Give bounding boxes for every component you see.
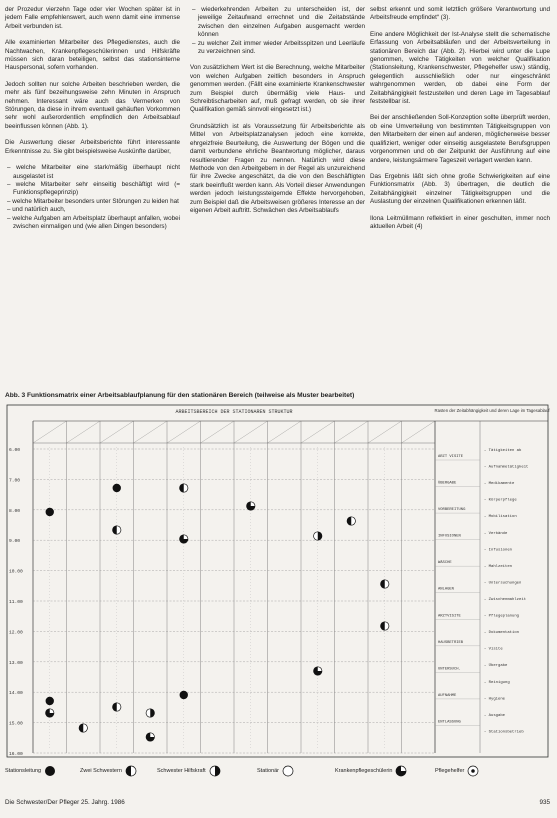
time-label: 15.00: [9, 721, 23, 727]
function-matrix-svg: [5, 403, 550, 761]
time-label: 7.00: [9, 478, 21, 484]
time-label: 11.00: [9, 600, 23, 605]
bullet-list: [190, 6, 365, 56]
legend-symbol: [467, 765, 479, 777]
task-note: – Pflegeplanung: [484, 614, 520, 619]
task-note: – Zwischenmahlzeit: [484, 598, 527, 602]
header-diagonal: [368, 421, 402, 443]
task-note: – Untersuchungen: [484, 581, 522, 586]
time-label: 10.00: [9, 569, 23, 575]
legend-symbol: [282, 765, 294, 777]
task-note: – Medikamente: [484, 482, 515, 487]
legend-item: [257, 765, 294, 777]
marker-full: [113, 484, 121, 492]
task-note: – Ausgabe: [484, 713, 506, 718]
legend-item: [157, 765, 221, 777]
matrix-frame: [7, 405, 548, 757]
paragraph: Jedoch sollten nur solche Arbeiten beschrieben werden, die mehr als fünf bezeihungsweise zehn Minuten in Anspruch nehmen. Interessant wäre auch das Vermerken von Störungen, da diese in ihrem eventuell gehäuften Vorkommen sehr wohl außerordentlich empfindlich den Arbeitsablauf beeinflussen können (Abb. 1).: [5, 80, 180, 130]
figure-caption: Abb. 3 Funktionsmatrix einer Arbeitsablaufplanung für den stationären Bereich (teilweise als Muster bearbeitet): [5, 392, 355, 399]
paragraph: der Prozedur vierzehn Tage oder vier Wochen später ist in jedem Falle empfehlenswert, auch wenn damit eine immense Arbeit verbunden ist.: [5, 6, 180, 30]
task-note: – Körperpflege: [484, 498, 517, 503]
paragraph: Eine andere Möglichkeit der Ist-Analyse stellt die schematische Erfassung von Arbeitsabläufen und der Arbeitsverteilung in stationären Bereich dar (Abb. 2). Hierbei wird unter die Lupe genommen, welche Tätigkeiten von welcher Qualifikation (Stationsleitung, Krankenschwester, Pflegehelfer usw.) ständig, gelegentlich ausschließlich oder nur eingeschränkt wahrgenommen werden, ob dabei eine Form der Zeitabhängigkeit festzustellen und deren Lage im Tagesablauf feststellbar ist.: [370, 30, 550, 106]
legend-label: Stationsleitung: [5, 768, 42, 774]
paragraph: Grundsätzlich ist als Voraussetzung für Arbeitsberichte als Mittel von Arbeitsplatzanalysen jedoch eine korrekte, ehrgeizfreie Beurteilung, die Auswertung der Bögen und die damit verbundene ehrliche Beantwortung möglicher, daraus resultierender Fragen zu nennen. Natürlich wird diese Methode von den Arbeitgebern in der Regel als unzureichend für ihre Zwecke angeschätzt, da die von den Beschäftigten stark beeinflußt werden kann. Als Vorteil dieser Anwendungen werden jedoch leistungssteigernde Effekte hervorgehoben, zum Beispiel daß die Arbeitsweisen größeres Interesse an der eigenen Arbeit auftritt. Schwächen des Arbeitsablaufs: [190, 122, 365, 214]
article-column-3: [370, 6, 550, 239]
marker-half: [126, 766, 131, 776]
journal-source: Die Schwester/Der Pfleger 25. Jahrg. 1986: [5, 799, 125, 806]
marker-half: [381, 580, 385, 588]
page-number: 935: [539, 799, 550, 806]
legend-label: Pflegehelfer: [435, 768, 465, 774]
marker-half: [113, 703, 117, 711]
task-note: – Dokumentation: [484, 631, 520, 636]
header-diagonal: [67, 421, 101, 443]
legend-symbol: [44, 765, 56, 777]
marker-empty: [283, 766, 293, 776]
marker-half: [215, 766, 220, 776]
marker-full: [180, 691, 188, 699]
list-item: – welche Mitarbeiter eine stark/mäßig überhaupt nicht ausgelastet ist: [13, 164, 180, 181]
task-note: – Mahlzeiten: [484, 564, 513, 569]
task-note: – Stationsbetrieb: [484, 730, 524, 735]
task-note: – Hygiene: [484, 697, 506, 702]
legend-label: Krankenpflegeschülerin: [335, 768, 393, 774]
task-note: – Reinigung: [484, 680, 510, 685]
list-item: – und natürlich auch,: [13, 206, 180, 214]
time-label: 12.00: [9, 630, 23, 636]
row-label: HAUSBETRIEB: [438, 640, 464, 645]
header-diagonal: [100, 421, 134, 443]
legend-symbol: [125, 765, 137, 777]
row-label: VORBEREITUNG: [438, 508, 466, 513]
header-diagonal: [335, 421, 369, 443]
legend-item: [435, 765, 479, 777]
paragraph: selbst erkennt und somit letztlich größere Verantwortung und Arbeitsfreude empfindet“ (3).: [370, 6, 550, 22]
time-label: 8.00: [9, 508, 21, 514]
time-label: 13.00: [9, 660, 23, 666]
row-label: ARZT VISITE: [438, 455, 464, 459]
marker-half: [347, 517, 351, 525]
row-label: INFUSIONEN: [438, 534, 461, 539]
legend-label: Zwei Schwestern: [80, 768, 122, 774]
header-diagonal: [167, 421, 201, 443]
row-label: ARZTVISITE: [438, 614, 461, 619]
header-diagonal: [234, 421, 268, 443]
paragraph: Ilona Leitmüllmann reflektiert in einer geschulten, immer noch aktuellen Arbeit (4): [370, 214, 550, 230]
paragraph: Das Ergebnis läßt sich ohne große Schwierigkeiten auf eine Funktionsmatrix (Abb. 3) übertragen, die deutlich die Zeitabhängigkeit einzelner Tätigkeitsgruppen und die Auslastung der einzelnen Qualifikationen erkennen läßt.: [370, 172, 550, 206]
list-item: – wiederkehrenden Arbeiten zu unterscheiden ist, der jeweilige Zeitaufwand errechnet und die Zeitabstände zwischen den einzelnen Aufgaben ausgemacht werden können: [198, 6, 365, 40]
paragraph: Bei der anschließenden Soll-Konzeption sollte überprüft werden, ob eine Umverteilung von bestimmten Tätigkeitsgruppen von den Mitarbeitern der einen auf anderen, möglicherweise besser qualifiziert, weniger oder einseitig ausgelastete Berufsgruppen vorgenommen und ob der Zeitpunkt der Ausführung auf eine andere, leistungsärmere Tageszeit verlagert werden kann.: [370, 114, 550, 164]
time-label: 9.00: [9, 539, 21, 545]
header-diagonal: [268, 421, 302, 443]
marker-full: [46, 697, 54, 705]
marker-full: [45, 766, 55, 776]
header-diagonal: [201, 421, 235, 443]
paragraph: Die Auswertung dieser Arbeitsberichte führt interessante Erkenntnisse zu. Sie gibt beispielsweise Auskünfte darüber,: [5, 139, 180, 155]
function-matrix-figure: [5, 403, 550, 761]
legend-symbol: [395, 765, 407, 777]
marker-half: [79, 724, 83, 732]
legend-label: Stationär: [257, 768, 280, 774]
marker-half: [113, 526, 117, 534]
task-note: – Verbände: [484, 531, 508, 536]
header-diagonal: [301, 421, 335, 443]
figure-legend: [5, 765, 550, 779]
matrix-header-right: Rasten der Zeitabhängigkeit und deren Lage im Tagesablauf: [434, 408, 550, 413]
row-label: ANLAGEN: [438, 587, 454, 592]
marker-full: [46, 508, 54, 516]
header-diagonal: [134, 421, 168, 443]
paragraph: Alle examinierten Mitarbeiter des Pflegedienstes, auch die Nachtwachen, Krankenpflegeschülerinnen und Hilfskräfte müssen sich daran beteiligen, selbst das stationsinterne Hauspersonal, sofern vorhanden.: [5, 39, 180, 72]
paragraph: Von zusätzlichem Wert ist die Berechnung, welche Mitarbeiter von welchen Aufgaben zeitlich besonders in Anspruch genommen werden. (Fällt eine examinierte Krankenschwester zum Beispiel durch übermäßig viele Haus- und Schreibtischarbeiten auf, muß gefragt werden, ob sie ihrer Qualifikation gemäß sinnvoll eingesetzt ist.): [190, 64, 365, 114]
task-note: – Aufnahmetätigkeit: [484, 465, 529, 470]
task-note: – Mobilisation: [484, 515, 517, 520]
header-diagonal: [33, 421, 67, 443]
marker-dot: [472, 769, 476, 773]
list-item: – welche Mitarbeiter besonders unter Störungen zu leiden hat: [13, 198, 180, 206]
time-label: 14.00: [9, 691, 23, 697]
marker-half: [381, 622, 385, 630]
article-column-2: [190, 6, 365, 223]
row-label: AUFNAHME: [438, 693, 457, 698]
time-label: 16.00: [9, 752, 23, 757]
task-note: – Visite: [484, 647, 503, 652]
row-label: ÜBERGABE: [438, 481, 457, 486]
task-note: – Tätigkeiten ab: [484, 449, 522, 453]
legend-item: [335, 765, 407, 777]
page-footer: [5, 799, 550, 806]
legend-label: Schwester Hilfskraft: [157, 768, 206, 774]
list-item: – welche Mitarbeiter sehr einseitig beschäftigt wird (= Funktionspflegeprinzip): [13, 181, 180, 198]
row-label: WÄSCHE: [438, 561, 452, 566]
marker-half: [150, 709, 154, 717]
legend-symbol: [209, 765, 221, 777]
header-diagonal: [402, 421, 436, 443]
time-label: 6.00: [9, 448, 21, 453]
marker-half: [180, 484, 184, 492]
marker-half: [318, 532, 322, 540]
list-item: – welche Aufgaben am Arbeitsplatz überhaupt anfallen, wobei zwischen einmaligen und (wie allen Dingen besonders): [13, 215, 180, 232]
list-item: – zu welcher Zeit immer wieder Arbeitsspitzen und Leerläufe zu verzeichnen sind.: [198, 40, 365, 57]
matrix-header-main: ARBEITSBEREICH DER STATIONAREN STRUKTUR: [175, 409, 293, 415]
row-label: ENTLASSUNG: [438, 720, 461, 725]
row-label: UNTERSUCH.: [438, 667, 461, 672]
legend-item: [5, 765, 56, 777]
legend-item: [80, 765, 137, 777]
bullet-list: [5, 164, 180, 231]
task-note: – Infusionen: [484, 548, 513, 553]
task-note: – Übergabe: [484, 664, 508, 669]
article-column-1: [5, 6, 180, 239]
